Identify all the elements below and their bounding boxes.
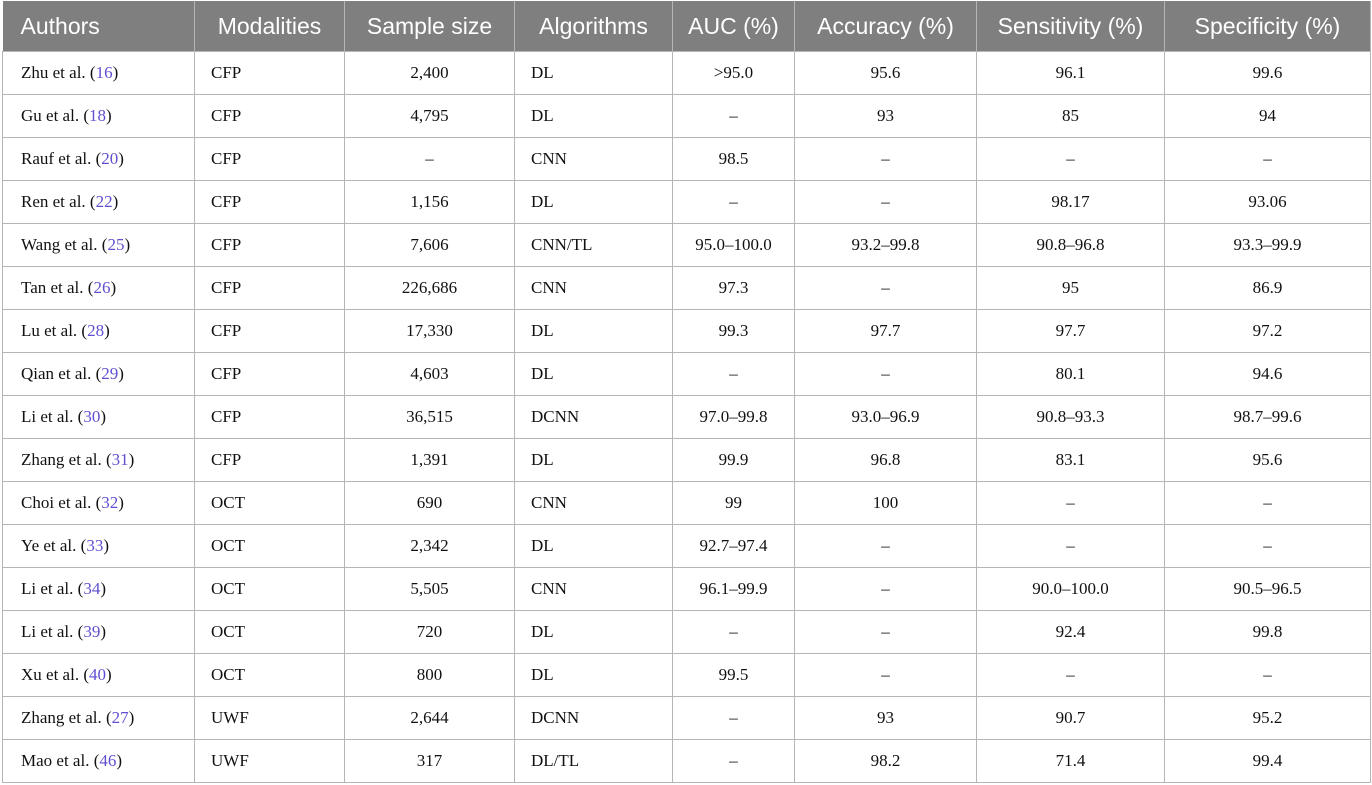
author-cell: Lu et al. (28) bbox=[3, 310, 195, 353]
author-cell: Choi et al. (32) bbox=[3, 482, 195, 525]
sample-size-cell: 2,644 bbox=[345, 697, 515, 740]
sample-size-cell: 4,603 bbox=[345, 353, 515, 396]
reference-link[interactable]: 20 bbox=[101, 149, 119, 168]
specificity-cell: 90.5–96.5 bbox=[1165, 568, 1371, 611]
algorithm-cell: DL bbox=[515, 181, 673, 224]
specificity-cell: 93.06 bbox=[1165, 181, 1371, 224]
auc-cell: 95.0–100.0 bbox=[673, 224, 795, 267]
auc-cell: 97.3 bbox=[673, 267, 795, 310]
table-row bbox=[3, 224, 1371, 267]
sensitivity-cell: 97.7 bbox=[977, 310, 1165, 353]
auc-cell: 99.5 bbox=[673, 654, 795, 697]
author-cell: Li et al. (34) bbox=[3, 568, 195, 611]
reference-link[interactable]: 30 bbox=[83, 407, 101, 426]
header-auc: AUC (%) bbox=[673, 1, 795, 52]
results-table bbox=[2, 1, 1371, 783]
author-name: Qian et al. bbox=[21, 364, 92, 383]
sample-size-cell: 1,391 bbox=[345, 439, 515, 482]
sensitivity-cell: 90.7 bbox=[977, 697, 1165, 740]
modality-cell: OCT bbox=[195, 525, 345, 568]
author-name: Choi et al. bbox=[21, 493, 92, 512]
sample-size-cell: 5,505 bbox=[345, 568, 515, 611]
author-name: Wang et al. bbox=[21, 235, 98, 254]
table-row bbox=[3, 138, 1371, 181]
author-cell: Ren et al. (22) bbox=[3, 181, 195, 224]
sensitivity-cell: – bbox=[977, 525, 1165, 568]
table-row bbox=[3, 267, 1371, 310]
sample-size-cell: 690 bbox=[345, 482, 515, 525]
specificity-cell: 99.6 bbox=[1165, 52, 1371, 95]
specificity-cell: 99.8 bbox=[1165, 611, 1371, 654]
sensitivity-cell: 85 bbox=[977, 95, 1165, 138]
table-row bbox=[3, 568, 1371, 611]
sample-size-cell: 2,400 bbox=[345, 52, 515, 95]
accuracy-cell: – bbox=[795, 654, 977, 697]
header-authors: Authors bbox=[3, 1, 195, 52]
sample-size-cell: 17,330 bbox=[345, 310, 515, 353]
reference-link[interactable]: 27 bbox=[111, 708, 129, 727]
auc-cell: 97.0–99.8 bbox=[673, 396, 795, 439]
reference-link[interactable]: 29 bbox=[101, 364, 119, 383]
sample-size-cell: 1,156 bbox=[345, 181, 515, 224]
specificity-cell: 97.2 bbox=[1165, 310, 1371, 353]
sample-size-cell: 36,515 bbox=[345, 396, 515, 439]
specificity-cell: 86.9 bbox=[1165, 267, 1371, 310]
header-specificity: Specificity (%) bbox=[1165, 1, 1371, 52]
modality-cell: CFP bbox=[195, 138, 345, 181]
author-name: Li et al. bbox=[21, 407, 74, 426]
author-cell: Wang et al. (25) bbox=[3, 224, 195, 267]
accuracy-cell: – bbox=[795, 525, 977, 568]
header-algorithms: Algorithms bbox=[515, 1, 673, 52]
table-row bbox=[3, 181, 1371, 224]
auc-cell: 99.3 bbox=[673, 310, 795, 353]
reference-link[interactable]: 31 bbox=[111, 450, 129, 469]
reference-link[interactable]: 34 bbox=[83, 579, 101, 598]
algorithm-cell: DL bbox=[515, 439, 673, 482]
table-row bbox=[3, 310, 1371, 353]
auc-cell: 98.5 bbox=[673, 138, 795, 181]
auc-cell: – bbox=[673, 611, 795, 654]
table-row bbox=[3, 525, 1371, 568]
author-name: Ren et al. bbox=[21, 192, 86, 211]
algorithm-cell: CNN bbox=[515, 568, 673, 611]
accuracy-cell: 97.7 bbox=[795, 310, 977, 353]
table-row bbox=[3, 353, 1371, 396]
reference-link[interactable]: 26 bbox=[93, 278, 111, 297]
sample-size-cell: 800 bbox=[345, 654, 515, 697]
table-row bbox=[3, 740, 1371, 783]
sensitivity-cell: 83.1 bbox=[977, 439, 1165, 482]
auc-cell: – bbox=[673, 181, 795, 224]
author-name: Gu et al. bbox=[21, 106, 80, 125]
algorithm-cell: DL bbox=[515, 654, 673, 697]
algorithm-cell: DL bbox=[515, 611, 673, 654]
author-name: Tan et al. bbox=[21, 278, 84, 297]
modality-cell: CFP bbox=[195, 310, 345, 353]
author-cell: Zhang et al. (27) bbox=[3, 697, 195, 740]
algorithm-cell: DL bbox=[515, 310, 673, 353]
modality-cell: OCT bbox=[195, 611, 345, 654]
algorithm-cell: DL bbox=[515, 52, 673, 95]
accuracy-cell: – bbox=[795, 568, 977, 611]
author-cell: Mao et al. (46) bbox=[3, 740, 195, 783]
table-row bbox=[3, 95, 1371, 138]
algorithm-cell: CNN/TL bbox=[515, 224, 673, 267]
author-cell: Ye et al. (33) bbox=[3, 525, 195, 568]
sensitivity-cell: – bbox=[977, 482, 1165, 525]
accuracy-cell: 100 bbox=[795, 482, 977, 525]
specificity-cell: 95.6 bbox=[1165, 439, 1371, 482]
table-row bbox=[3, 654, 1371, 697]
modality-cell: CFP bbox=[195, 224, 345, 267]
algorithm-cell: DCNN bbox=[515, 697, 673, 740]
modality-cell: OCT bbox=[195, 568, 345, 611]
modality-cell: CFP bbox=[195, 353, 345, 396]
author-name: Xu et al. bbox=[21, 665, 80, 684]
table-row bbox=[3, 697, 1371, 740]
accuracy-cell: – bbox=[795, 138, 977, 181]
auc-cell: 99 bbox=[673, 482, 795, 525]
table-header bbox=[3, 1, 1371, 52]
sensitivity-cell: – bbox=[977, 654, 1165, 697]
modality-cell: UWF bbox=[195, 697, 345, 740]
modality-cell: CFP bbox=[195, 267, 345, 310]
author-name: Zhang et al. bbox=[21, 450, 102, 469]
specificity-cell: 94 bbox=[1165, 95, 1371, 138]
sample-size-cell: 226,686 bbox=[345, 267, 515, 310]
algorithm-cell: DL/TL bbox=[515, 740, 673, 783]
reference-link[interactable]: 22 bbox=[95, 192, 113, 211]
modality-cell: CFP bbox=[195, 52, 345, 95]
reference-link[interactable]: 40 bbox=[89, 665, 106, 684]
accuracy-cell: – bbox=[795, 267, 977, 310]
specificity-cell: – bbox=[1165, 654, 1371, 697]
specificity-cell: – bbox=[1165, 482, 1371, 525]
author-cell: Rauf et al. (20) bbox=[3, 138, 195, 181]
specificity-cell: – bbox=[1165, 525, 1371, 568]
accuracy-cell: – bbox=[795, 181, 977, 224]
specificity-cell: 95.2 bbox=[1165, 697, 1371, 740]
algorithm-cell: CNN bbox=[515, 482, 673, 525]
accuracy-cell: 93.2–99.8 bbox=[795, 224, 977, 267]
sensitivity-cell: – bbox=[977, 138, 1165, 181]
header-row bbox=[3, 1, 1371, 52]
table-row bbox=[3, 439, 1371, 482]
header-accuracy: Accuracy (%) bbox=[795, 1, 977, 52]
reference-link[interactable]: 32 bbox=[101, 493, 119, 512]
sample-size-cell: 2,342 bbox=[345, 525, 515, 568]
auc-cell: – bbox=[673, 353, 795, 396]
header-modalities: Modalities bbox=[195, 1, 345, 52]
auc-cell: 96.1–99.9 bbox=[673, 568, 795, 611]
author-name: Ye et al. bbox=[21, 536, 77, 555]
sensitivity-cell: 96.1 bbox=[977, 52, 1165, 95]
modality-cell: CFP bbox=[195, 439, 345, 482]
reference-link[interactable]: 18 bbox=[89, 106, 106, 125]
author-cell: Tan et al. (26) bbox=[3, 267, 195, 310]
accuracy-cell: 95.6 bbox=[795, 52, 977, 95]
specificity-cell: 93.3–99.9 bbox=[1165, 224, 1371, 267]
sensitivity-cell: 92.4 bbox=[977, 611, 1165, 654]
modality-cell: UWF bbox=[195, 740, 345, 783]
accuracy-cell: 98.2 bbox=[795, 740, 977, 783]
author-cell: Gu et al. (18) bbox=[3, 95, 195, 138]
auc-cell: 99.9 bbox=[673, 439, 795, 482]
author-name: Rauf et al. bbox=[21, 149, 92, 168]
accuracy-cell: – bbox=[795, 611, 977, 654]
auc-cell: 92.7–97.4 bbox=[673, 525, 795, 568]
modality-cell: CFP bbox=[195, 95, 345, 138]
accuracy-cell: 93 bbox=[795, 697, 977, 740]
author-name: Li et al. bbox=[21, 579, 74, 598]
specificity-cell: 98.7–99.6 bbox=[1165, 396, 1371, 439]
auc-cell: >95.0 bbox=[673, 52, 795, 95]
modality-cell: OCT bbox=[195, 482, 345, 525]
author-cell: Zhang et al. (31) bbox=[3, 439, 195, 482]
specificity-cell: 94.6 bbox=[1165, 353, 1371, 396]
table-row bbox=[3, 52, 1371, 95]
author-cell: Qian et al. (29) bbox=[3, 353, 195, 396]
algorithm-cell: DL bbox=[515, 353, 673, 396]
author-cell: Zhu et al. (16) bbox=[3, 52, 195, 95]
reference-link[interactable]: 16 bbox=[95, 63, 113, 82]
modality-cell: CFP bbox=[195, 181, 345, 224]
author-name: Lu et al. bbox=[21, 321, 78, 340]
reference-link[interactable]: 39 bbox=[83, 622, 101, 641]
algorithm-cell: CNN bbox=[515, 267, 673, 310]
auc-cell: – bbox=[673, 697, 795, 740]
modality-cell: CFP bbox=[195, 396, 345, 439]
author-name: Zhang et al. bbox=[21, 708, 102, 727]
sensitivity-cell: 90.0–100.0 bbox=[977, 568, 1165, 611]
author-cell: Li et al. (39) bbox=[3, 611, 195, 654]
sensitivity-cell: 98.17 bbox=[977, 181, 1165, 224]
header-sensitivity: Sensitivity (%) bbox=[977, 1, 1165, 52]
accuracy-cell: 93.0–96.9 bbox=[795, 396, 977, 439]
specificity-cell: – bbox=[1165, 138, 1371, 181]
reference-link[interactable]: 25 bbox=[107, 235, 125, 254]
sample-size-cell: – bbox=[345, 138, 515, 181]
algorithm-cell: DCNN bbox=[515, 396, 673, 439]
table-row bbox=[3, 482, 1371, 525]
specificity-cell: 99.4 bbox=[1165, 740, 1371, 783]
accuracy-cell: 96.8 bbox=[795, 439, 977, 482]
author-name: Li et al. bbox=[21, 622, 74, 641]
modality-cell: OCT bbox=[195, 654, 345, 697]
author-cell: Li et al. (30) bbox=[3, 396, 195, 439]
table-row bbox=[3, 611, 1371, 654]
table-row bbox=[3, 396, 1371, 439]
auc-cell: – bbox=[673, 740, 795, 783]
auc-cell: – bbox=[673, 95, 795, 138]
algorithm-cell: DL bbox=[515, 525, 673, 568]
reference-link[interactable]: 33 bbox=[86, 536, 104, 555]
reference-link[interactable]: 28 bbox=[87, 321, 105, 340]
algorithm-cell: CNN bbox=[515, 138, 673, 181]
sample-size-cell: 317 bbox=[345, 740, 515, 783]
accuracy-cell: – bbox=[795, 353, 977, 396]
header-sample-size: Sample size bbox=[345, 1, 515, 52]
accuracy-cell: 93 bbox=[795, 95, 977, 138]
sensitivity-cell: 95 bbox=[977, 267, 1165, 310]
sample-size-cell: 720 bbox=[345, 611, 515, 654]
author-cell: Xu et al. (40) bbox=[3, 654, 195, 697]
algorithm-cell: DL bbox=[515, 95, 673, 138]
sensitivity-cell: 90.8–96.8 bbox=[977, 224, 1165, 267]
sensitivity-cell: 90.8–93.3 bbox=[977, 396, 1165, 439]
sample-size-cell: 4,795 bbox=[345, 95, 515, 138]
reference-link[interactable]: 46 bbox=[99, 751, 117, 770]
author-name: Mao et al. bbox=[21, 751, 90, 770]
sensitivity-cell: 80.1 bbox=[977, 353, 1165, 396]
sensitivity-cell: 71.4 bbox=[977, 740, 1165, 783]
author-name: Zhu et al. bbox=[21, 63, 86, 82]
table-body bbox=[3, 52, 1371, 783]
sample-size-cell: 7,606 bbox=[345, 224, 515, 267]
